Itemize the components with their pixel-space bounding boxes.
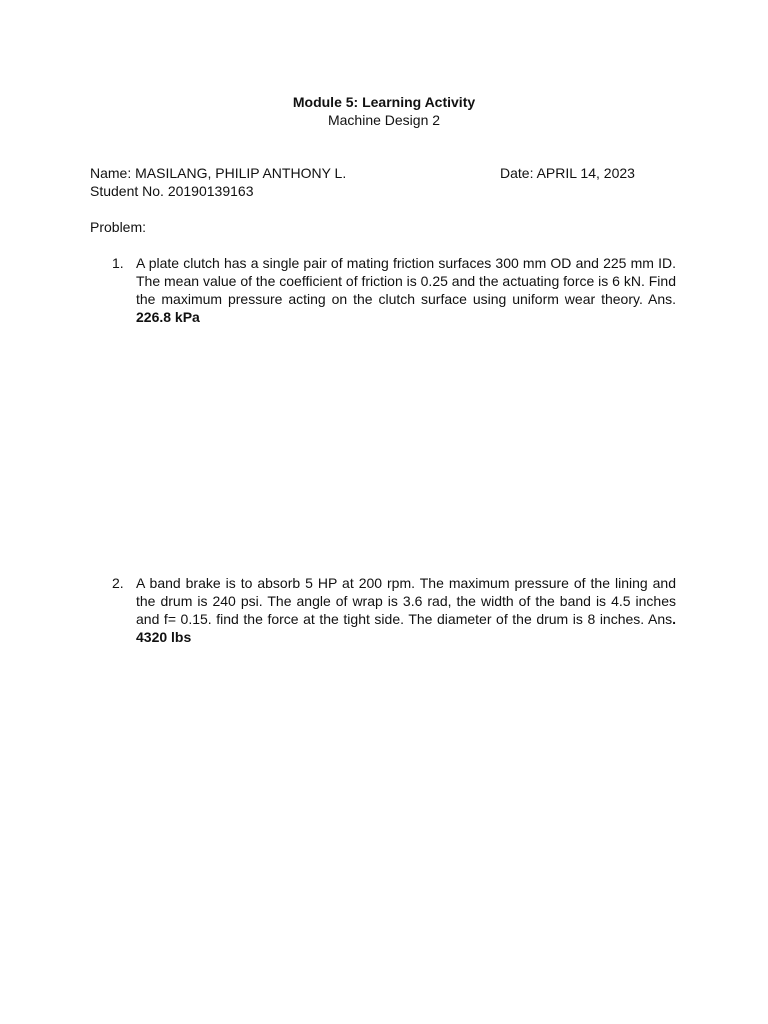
module-title: Module 5: Learning Activity (292, 94, 476, 110)
student-number-line (90, 182, 253, 200)
problem-text (136, 574, 676, 646)
date-label: Date: (500, 165, 537, 181)
course-subtitle: Machine Design 2 (327, 112, 441, 128)
problem-number: 1. (112, 255, 124, 271)
problem-number: 2. (112, 575, 124, 591)
problem-answer: . 4320 lbs (136, 611, 676, 645)
date-line (500, 164, 635, 182)
student-number-label: Student No. (90, 183, 168, 199)
problem-statement: A plate clutch has a single pair of mating friction surfaces 300 mm OD and 225 mm ID. The mean value of the coefficient of friction is 0.25 and the actuating force is 6 kN. Find the maximum pressure acting on the clutch surface using uniform wear theory. Ans. (136, 255, 676, 307)
problem-answer: 226.8 kPa (136, 309, 200, 325)
problem-item-1 (112, 254, 676, 326)
problem-heading: Problem: (90, 219, 147, 235)
name-line (90, 164, 346, 182)
name-label: Name: (90, 165, 136, 181)
date-value: APRIL 14, 2023 (536, 165, 635, 181)
student-number-value: 20190139163 (167, 183, 254, 199)
problem-item-2 (112, 574, 676, 646)
name-value: MASILANG, PHILIP ANTHONY L. (135, 165, 347, 181)
problem-text (136, 254, 676, 326)
problem-statement: A band brake is to absorb 5 HP at 200 rpm. The maximum pressure of the lining and the drum is 240 psi. The angle of wrap is 3.6 rad, the width of the band is 4.5 inches and f= 0.15. find the force at the tight side. The diameter of the drum is 8 inches. Ans (136, 575, 676, 627)
